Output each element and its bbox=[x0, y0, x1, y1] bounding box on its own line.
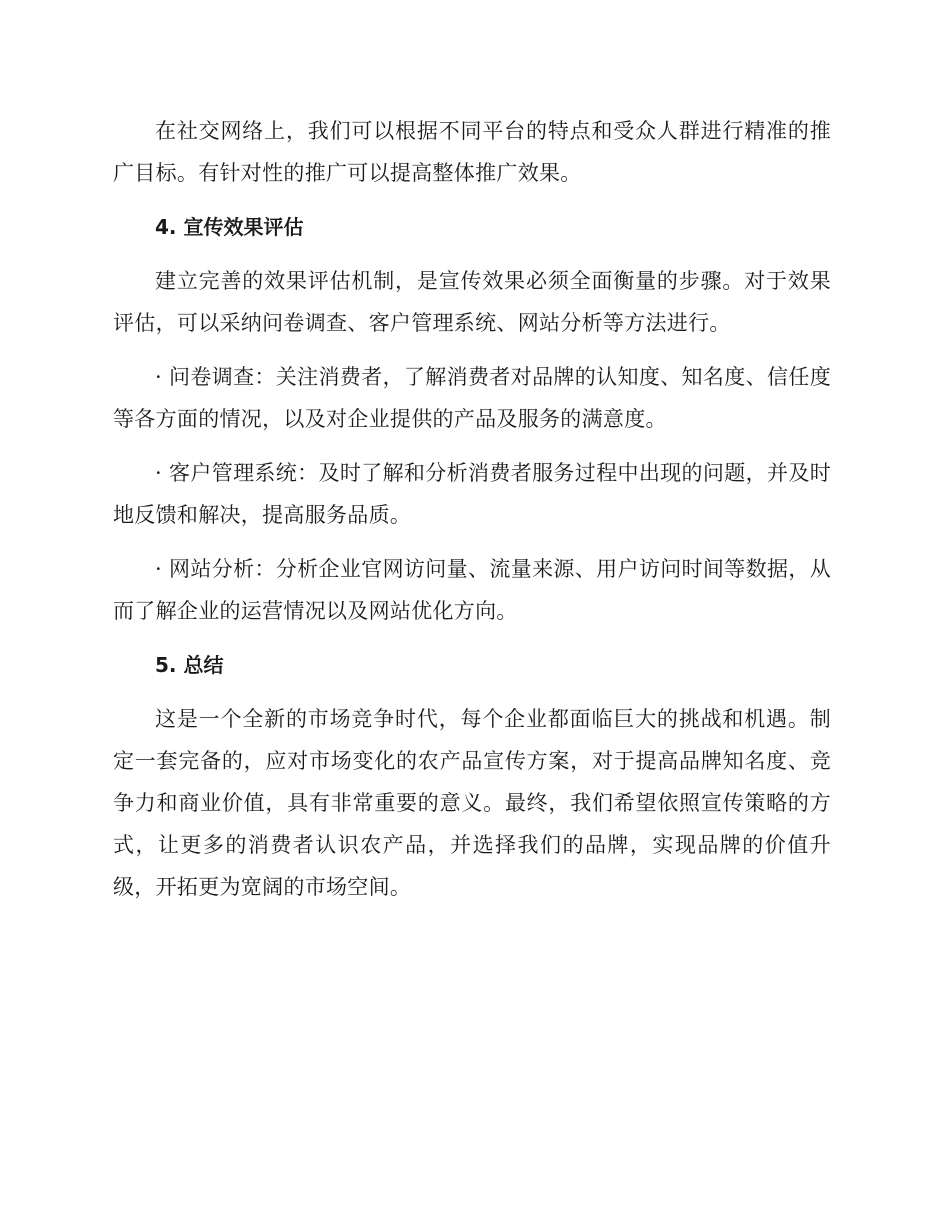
bullet-crm-system: · 客户管理系统：及时了解和分析消费者服务过程中出现的问题，并及时地反馈和解决，提高服务品质。 bbox=[113, 461, 831, 527]
bullet-website-analysis: · 网站分析：分析企业官网访问量、流量来源、用户访问时间等数据，从而了解企业的运营情况以及网站优化方向。 bbox=[113, 557, 831, 623]
paragraph-summary: 这是一个全新的市场竞争时代，每个企业都面临巨大的挑战和机遇。制定一套完备的，应对市场变化的农产品宣传方案，对于提高品牌知名度、竞争力和商业价值，具有非常重要的意义。最终，我们希望依照宣传策略的方式，让更多的消费者认识农产品，并选择我们的品牌，实现品牌的价值升级，开拓更为宽阔的市场空间。 bbox=[113, 707, 831, 899]
document-page bbox=[113, 110, 831, 920]
section-heading-evaluation: 4. 宣传效果评估 bbox=[155, 215, 304, 239]
paragraph-social-network: 在社交网络上，我们可以根据不同平台的特点和受众人群进行精准的推广目标。有针对性的推广可以提高整体推广效果。 bbox=[113, 119, 831, 185]
bullet-questionnaire: · 问卷调查：关注消费者，了解消费者对品牌的认知度、知名度、信任度等各方面的情况，以及对企业提供的产品及服务的满意度。 bbox=[113, 365, 831, 431]
paragraph-evaluation-intro: 建立完善的效果评估机制，是宣传效果必须全面衡量的步骤。对于效果评估，可以采纳问卷调查、客户管理系统、网站分析等方法进行。 bbox=[113, 269, 831, 335]
section-heading-summary: 5. 总结 bbox=[155, 653, 224, 677]
